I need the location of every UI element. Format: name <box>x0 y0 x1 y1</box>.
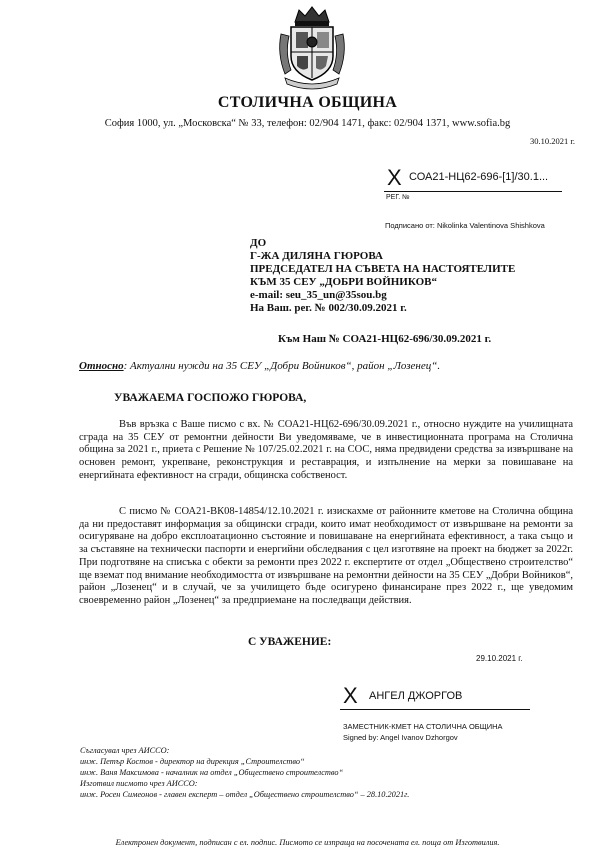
greeting: УВАЖАЕМА ГОСПОЖО ГЮРОВА, <box>114 392 307 404</box>
organization-name: СТОЛИЧНА ОБЩИНА <box>217 94 398 111</box>
subject-line <box>79 360 440 372</box>
coordination-line: инж. Петър Костов - директор на дирекция „Строителство“ <box>80 757 305 766</box>
body-paragraph-2: С писмо № СОА21-ВК08-14854/12.10.2021 г. изискахме от районните кметове на Столична община да ни предоставят информация за общински сгради, които имат необходимост от извършване на ремонти за осигуряване на добро експлоатационно състояние и повишаване на енергийната ефективност, а така също и за съставяне на технически паспорти и енергийни обследвания с цел изготвяне на проект на бюджет за 2022г. При подготвяне на списъка с обекти за ремонти през 2022 г. експертите от отдел „Обществено строителство“ ще вземат под внимание необходимостта от извършване на ремонтни дейности на 35 СЕУ „Добри Войников“, район „Лозенец“ и в случай, че за училището бъде осигурено финансиране през 2022 г., ще уведомим своевременно район „Лозенец“ за предприемане на последващи действия. <box>79 506 573 606</box>
coordination-line: инж. Ваня Максимова - началник на отдел „Обществено строителство“ <box>80 768 344 777</box>
closing-regards: С УВАЖЕНИЕ: <box>248 636 332 648</box>
signer-title: ЗАМЕСТНИК-КМЕТ НА СТОЛИЧНА ОБЩИНА <box>343 722 503 731</box>
registration-signed-by: Подписано от: Nikolinka Valentinova Shishkova <box>385 221 545 230</box>
signature-mark: X <box>343 683 358 708</box>
addressee-school: КЪМ 35 СЕУ „ДОБРИ ВОЙНИКОВ“ <box>250 276 437 288</box>
coordination-line: инж. Росен Симеонов - главен експерт – отдел „Обществено строителство“ – 28.10.2021г. <box>80 790 410 799</box>
registration-signature-mark: X <box>387 165 402 190</box>
our-registration: Към Наш № СОА21-НЦ62-696/30.09.2021 г. <box>278 333 492 345</box>
contact-line: София 1000, ул. „Московска“ № 33, телефон: 02/904 1471, факс: 02/904 1371, www.sofia.bg <box>104 118 511 129</box>
signer-name: АНГЕЛ ДЖОРГОВ <box>369 690 463 702</box>
registration-number: СОА21-НЦ62-696-[1]/30.1... <box>409 171 549 183</box>
signer-signed-by: Signed by: Angel Ivanov Dzhorgov <box>343 733 458 742</box>
coordination-line: Съгласувал чрез АИССО: <box>80 746 170 755</box>
registration-signature-line <box>384 191 562 192</box>
registration-label: РЕГ. № <box>386 194 410 201</box>
subject-text: : Актуални нужди на 35 СЕУ „Добри Войников“, район „Лозенец“. <box>123 360 441 372</box>
addressee-to-label: ДО <box>250 237 267 249</box>
subject-label: Относно <box>79 360 124 372</box>
signature-date: 29.10.2021 г. <box>476 654 523 663</box>
signature-line <box>340 709 530 710</box>
addressee-position: ПРЕДСЕДАТЕЛ НА СЪВЕТА НА НАСТОЯТЕЛИТЕ <box>250 263 516 275</box>
document-date: 30.10.2021 г. <box>529 136 575 146</box>
addressee-email: e-mail: seu_35_un@35sou.bg <box>250 289 387 301</box>
coordination-line: Изготвил писмото чрез АИССО: <box>80 779 198 788</box>
addressee-name: Г-ЖА ДИЛЯНА ГЮРОВА <box>250 250 383 262</box>
body-paragraph-1: Във връзка с Ваше писмо с вх. № СОА21-НЦ62-696/30.09.2021 г., относно нуждите на училищната сграда на 35 СЕУ от ремонтни дейности Ви уведомяваме, че в инвестиционната програма на Столична община за 2021 г., приета с Решение № 107/25.02.2021 г. на СОС, няма предвидени средства за извършване на основен ремонт, укрепване, реконструкция и реставрация, и изпълнение на мерки за повишаване на енергийната ефективност на сгради, общинска собственост. <box>79 419 573 481</box>
footer-note: Електронен документ, подписан с ел. подпис. Писмото се изпраща на посочената ел. поща от Изготвилия. <box>115 838 500 847</box>
sofia-coat-of-arms-icon <box>273 4 351 90</box>
addressee-registration: На Ваш. рег. № 002/30.09.2021 г. <box>250 302 407 314</box>
